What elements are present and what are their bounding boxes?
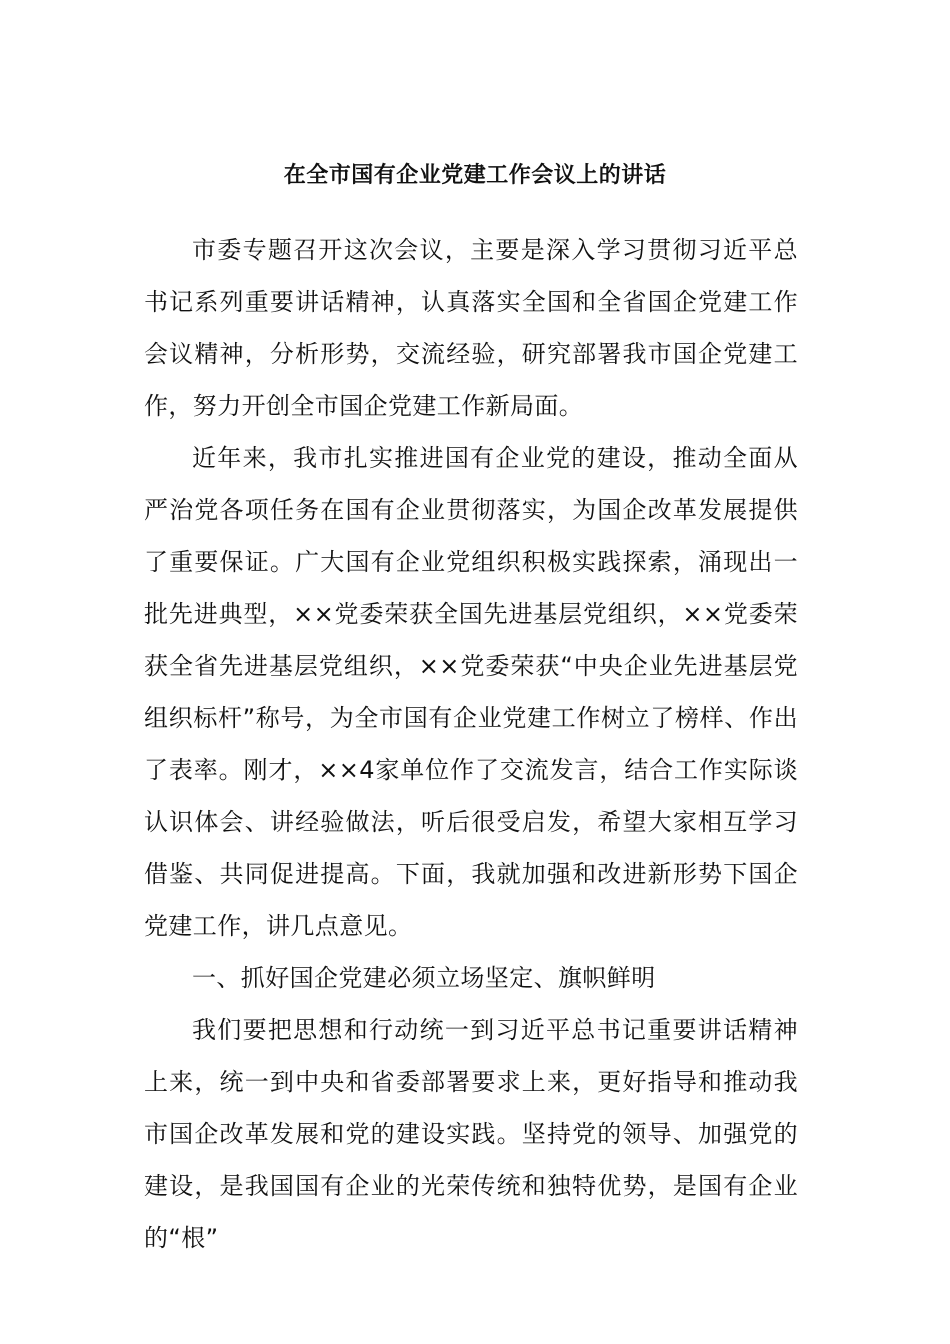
document-title: 在全市国有企业党建工作会议上的讲话 (283, 163, 667, 188)
paragraph-intro: 市委专题召开这次会议，主要是深入学习贯彻习近平总书记系列重要讲话精神，认真落实全国和全省国企党建工作会议精神，分析形势，交流经验，研究部署我市国企党建工作，努力开创全市国企党建工作新局面。 (144, 236, 798, 420)
document-body (144, 224, 798, 1264)
section-heading-1: 一、抓好国企党建必须立场坚定、旗帜鲜明 (192, 964, 656, 992)
paragraph-section-1: 我们要把思想和行动统一到习近平总书记重要讲话精神上来，统一到中央和省委部署要求上来，更好指导和推动我市国企改革发展和党的建设实践。坚持党的领导、加强党的建设，是我国国有企业的光荣传统和独特优势，是国有企业的“根” (144, 1016, 798, 1252)
paragraph-achievements: 近年来，我市扎实推进国有企业党的建设，推动全面从严治党各项任务在国有企业贯彻落实，为国企改革发展提供了重要保证。广大国有企业党组织积极实践探索，涌现出一批先进典型，××党委荣获全国先进基层党组织，××党委荣获全省先进基层党组织，××党委荣获“中央企业先进基层党组织标杆”称号，为全市国有企业党建工作树立了榜样、作出了表率。刚才，××4家单位作了交流发言，结合工作实际谈认识体会、讲经验做法，听后很受启发，希望大家相互学习借鉴、共同促进提高。下面，我就加强和改进新形势下国企党建工作，讲几点意见。 (144, 444, 798, 940)
